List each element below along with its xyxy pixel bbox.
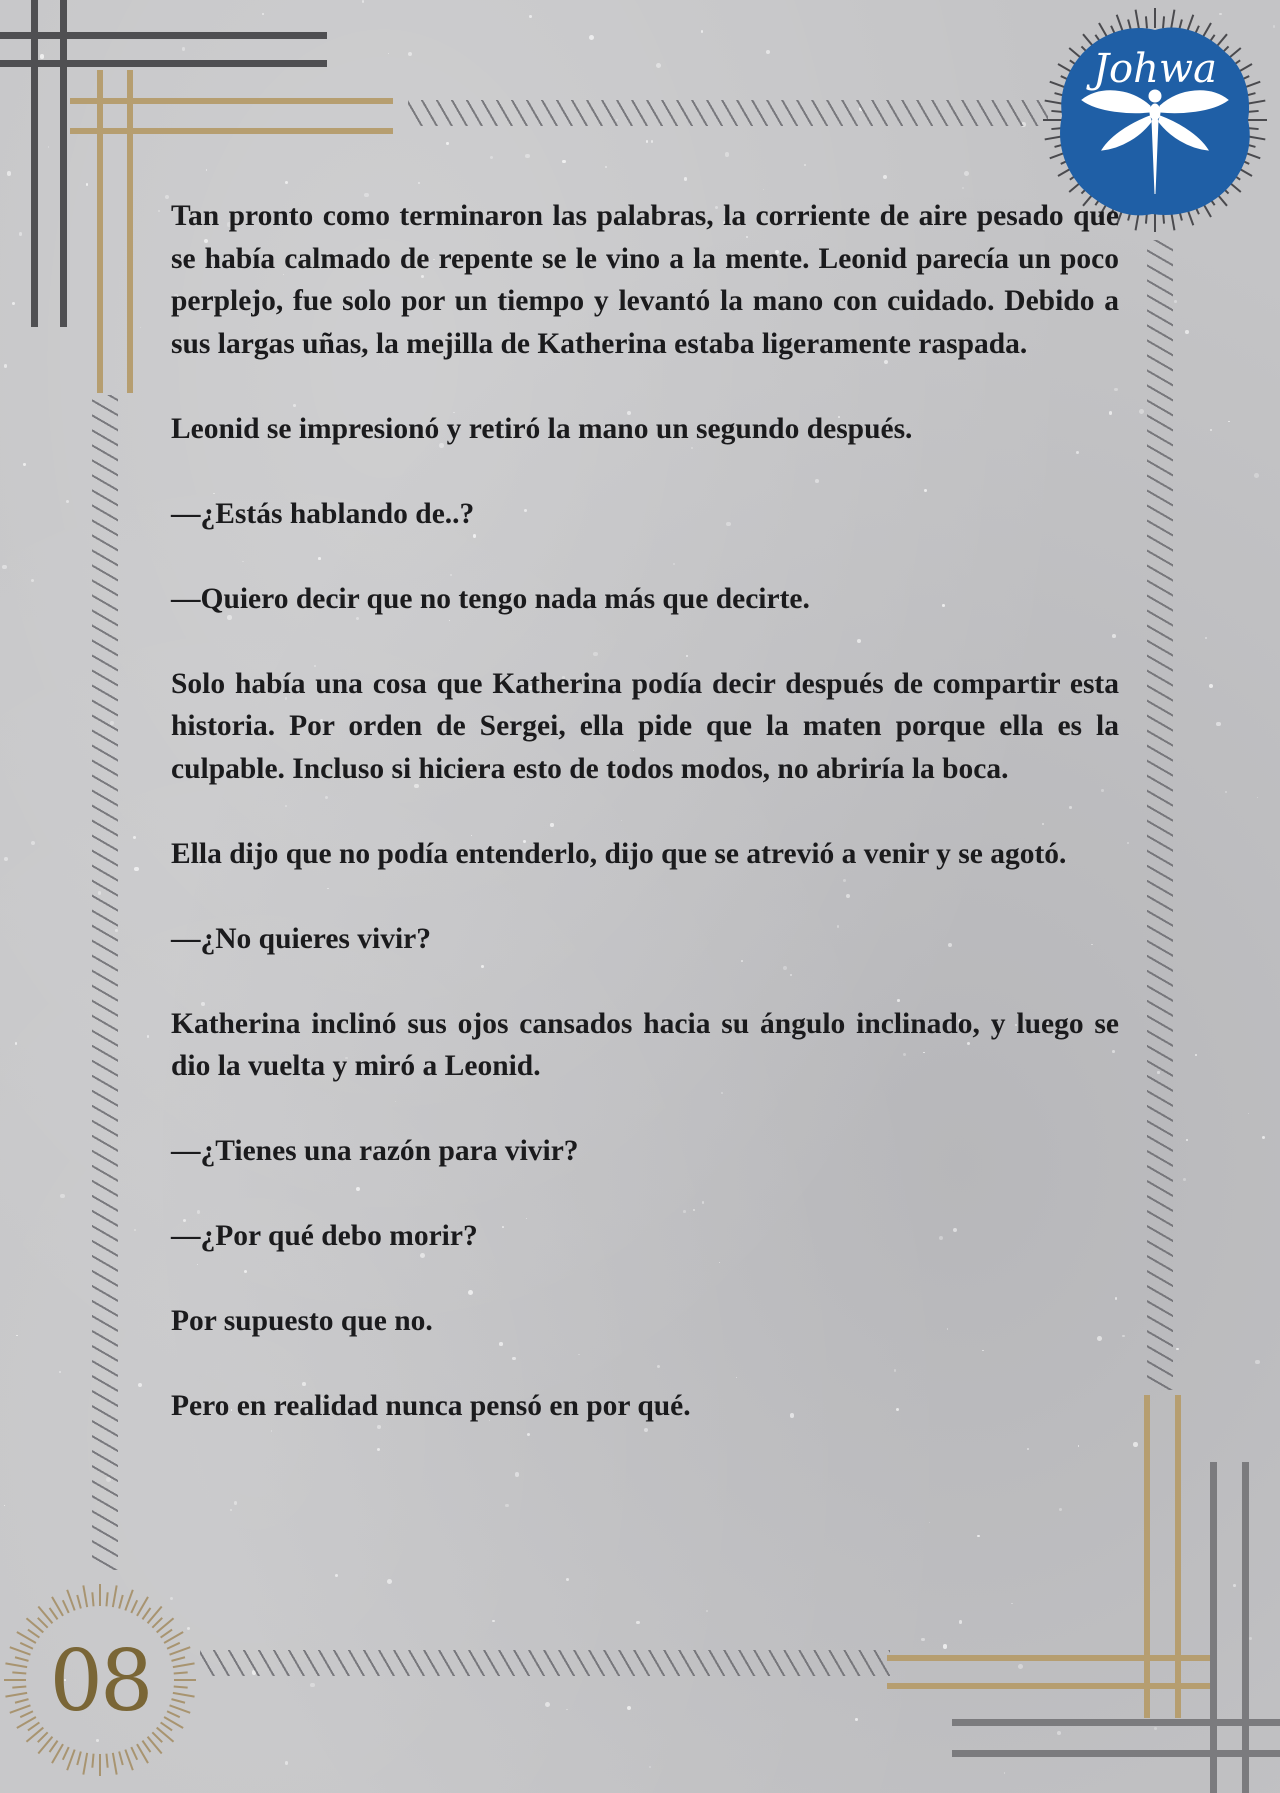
paragraph: Leonid se impresionó y retiró la mano un segundo después. [171,412,913,445]
paragraph: Tan pronto como terminaron las palabras, la corriente de aire pesado que se había calmado de repente se le vino a la mente. Leonid parecía un poco perplejo, fue solo por un tiempo y levantó la mano con cuidado. Debido a sus largas uñas, la mejilla de Katherina estaba ligeramente raspada. [171,200,1119,360]
logo-text: Johwa [1093,46,1217,92]
hatch-bottom [200,1650,890,1676]
paragraph: Pero en realidad nunca pensó en por qué. [171,1390,691,1422]
page-number: 08 [49,1632,151,1730]
hatch-right [1147,240,1173,1390]
dialogue-line: —¿Tienes una razón para vivir? [171,1135,579,1167]
dialogue-line: —Quiero decir que no tengo nada más que decirte. [171,582,810,615]
paragraph: Por supuesto que no. [171,1305,433,1337]
dialogue-line: —¿No quieres vivir? [171,922,432,955]
hatch-left [92,395,118,1570]
paragraph: Katherina inclinó sus ojos cansados hacia su ángulo inclinado, y luego se dio la vuelta y miró a Leonid. [171,1007,1119,1082]
story-text [171,195,1119,1470]
page-number-badge [0,1580,200,1780]
hatch-top [408,100,1048,126]
dialogue-line: —¿Estás hablando de..? [171,497,475,530]
paragraph: Solo había una cosa que Katherina podía decir después de compartir esta historia. Por orden de Sergei, ella pide que la maten porque ella es la culpable. Incluso si hiciera esto de todos modos, no abriría la boca. [171,667,1119,785]
dialogue-line: —¿Por qué debo morir? [171,1220,478,1252]
paragraph: Ella dijo que no podía entenderlo, dijo que se atrevió a venir y se agotó. [171,837,1067,870]
